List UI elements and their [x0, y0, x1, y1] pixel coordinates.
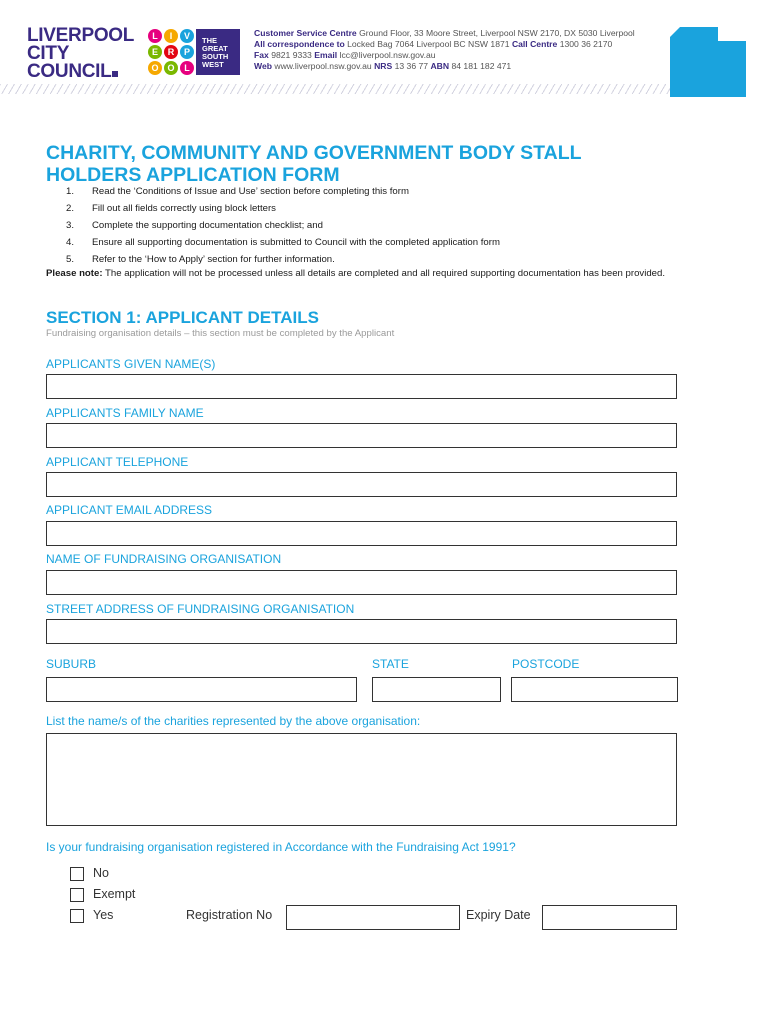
council-logo [27, 27, 134, 81]
item-text: Complete the supporting documentation checklist; and [92, 219, 323, 231]
org-name-label: NAME OF FUNDRAISING ORGANISATION [46, 552, 282, 566]
exempt-checkbox[interactable] [70, 888, 84, 902]
expiry-date-field[interactable] [542, 905, 677, 930]
gsw-line: GREAT [202, 44, 228, 53]
mosaic-letter: O [164, 61, 178, 75]
family-name-label: APPLICANTS FAMILY NAME [46, 406, 204, 420]
list-item [46, 218, 746, 235]
section-title: SECTION 1: APPLICANT DETAILS [46, 308, 319, 327]
no-checkbox[interactable] [70, 867, 84, 881]
list-item [46, 252, 746, 269]
mosaic-letter: R [164, 45, 178, 59]
great-south-west-logo [196, 29, 240, 75]
liverpool-mosaic-logo [148, 29, 194, 75]
gsw-line: SOUTH [202, 52, 229, 61]
item-number: 3. [66, 219, 75, 231]
item-text: Refer to the ‘How to Apply’ section for further information. [92, 253, 335, 265]
brand-shape-icon [670, 27, 746, 97]
contact-line: All correspondence to Locked Bag 7064 Liverpool BC NSW 1871 Call Centre 1300 36 2170 [254, 39, 613, 49]
list-item [46, 184, 746, 201]
yes-checkbox[interactable] [70, 909, 84, 923]
instructions-list [46, 184, 746, 269]
logo-line: CITY [27, 43, 70, 64]
contact-line: Web www.liverpool.nsw.gov.au NRS 13 36 77 ABN 84 181 182 471 [254, 61, 512, 71]
street-address-label: STREET ADDRESS OF FUNDRAISING ORGANISATION [46, 602, 355, 616]
telephone-field[interactable] [46, 472, 677, 497]
section-subtitle: Fundraising organisation details – this section must be completed by the Applicant [46, 328, 395, 339]
expiry-date-label: Expiry Date [466, 908, 531, 922]
contact-line: Fax 9821 9333 Email lcc@liverpool.nsw.gov.au [254, 50, 436, 60]
suburb-label: SUBURB [46, 657, 97, 671]
suburb-field[interactable] [46, 677, 357, 702]
mosaic-letter: P [180, 45, 194, 59]
gsw-line: WEST [202, 60, 224, 69]
exempt-option-label: Exempt [93, 887, 136, 901]
mosaic-letter: O [148, 61, 162, 75]
item-number: 1. [66, 186, 75, 197]
header-pattern [0, 84, 670, 94]
mosaic-letter: L [180, 61, 194, 75]
list-item [46, 201, 746, 218]
item-text: Read the ‘Conditions of Issue and Use’ section before completing this form [92, 186, 409, 197]
logo-line: LIVERPOOL [27, 25, 135, 46]
given-names-label: APPLICANTS GIVEN NAME(S) [46, 357, 216, 371]
logo-line: COUNCIL [27, 63, 134, 81]
state-field[interactable] [372, 677, 501, 702]
registration-no-field[interactable] [286, 905, 460, 930]
given-names-field[interactable] [46, 374, 677, 399]
contact-details [254, 28, 635, 72]
mosaic-letter: I [164, 29, 178, 43]
charities-label: List the name/s of the charities represented by the above organisation: [46, 714, 421, 728]
postcode-label: POSTCODE [512, 657, 580, 671]
item-number: 5. [66, 253, 75, 265]
state-label: STATE [372, 657, 409, 671]
item-number: 2. [66, 202, 75, 214]
item-text: Fill out all fields correctly using block letters [92, 202, 276, 214]
org-name-field[interactable] [46, 570, 677, 595]
family-name-field[interactable] [46, 423, 677, 448]
item-number: 4. [66, 236, 75, 248]
item-text: Ensure all supporting documentation is submitted to Council with the completed application form [92, 236, 500, 248]
mosaic-letter: V [180, 29, 194, 43]
no-option-label: No [93, 866, 109, 880]
registration-no-label: Registration No [186, 908, 273, 922]
yes-option-label: Yes [93, 908, 114, 922]
gsw-line: THE [202, 36, 217, 45]
postcode-field[interactable] [511, 677, 678, 702]
email-label: APPLICANT EMAIL ADDRESS [46, 503, 213, 517]
registration-question: Is your fundraising organisation registered in Accordance with the Fundraising Act 1991? [46, 840, 516, 854]
list-item [46, 235, 746, 252]
email-field[interactable] [46, 521, 677, 546]
mosaic-letter: E [148, 45, 162, 59]
form-title: CHARITY, COMMUNITY AND GOVERNMENT BODY STALL HOLDERS APPLICATION FORM [46, 142, 582, 186]
charities-textarea[interactable] [46, 733, 677, 826]
street-address-field[interactable] [46, 619, 677, 644]
contact-line: Customer Service Centre Ground Floor, 33 Moore Street, Liverpool NSW 2170, DX 5030 Liverpool [254, 28, 635, 38]
mosaic-letter: L [148, 29, 162, 43]
telephone-label: APPLICANT TELEPHONE [46, 455, 189, 469]
please-note: Please note: The application will not be processed unless all details are completed and all required supporting documentation has been provided. [46, 268, 666, 279]
